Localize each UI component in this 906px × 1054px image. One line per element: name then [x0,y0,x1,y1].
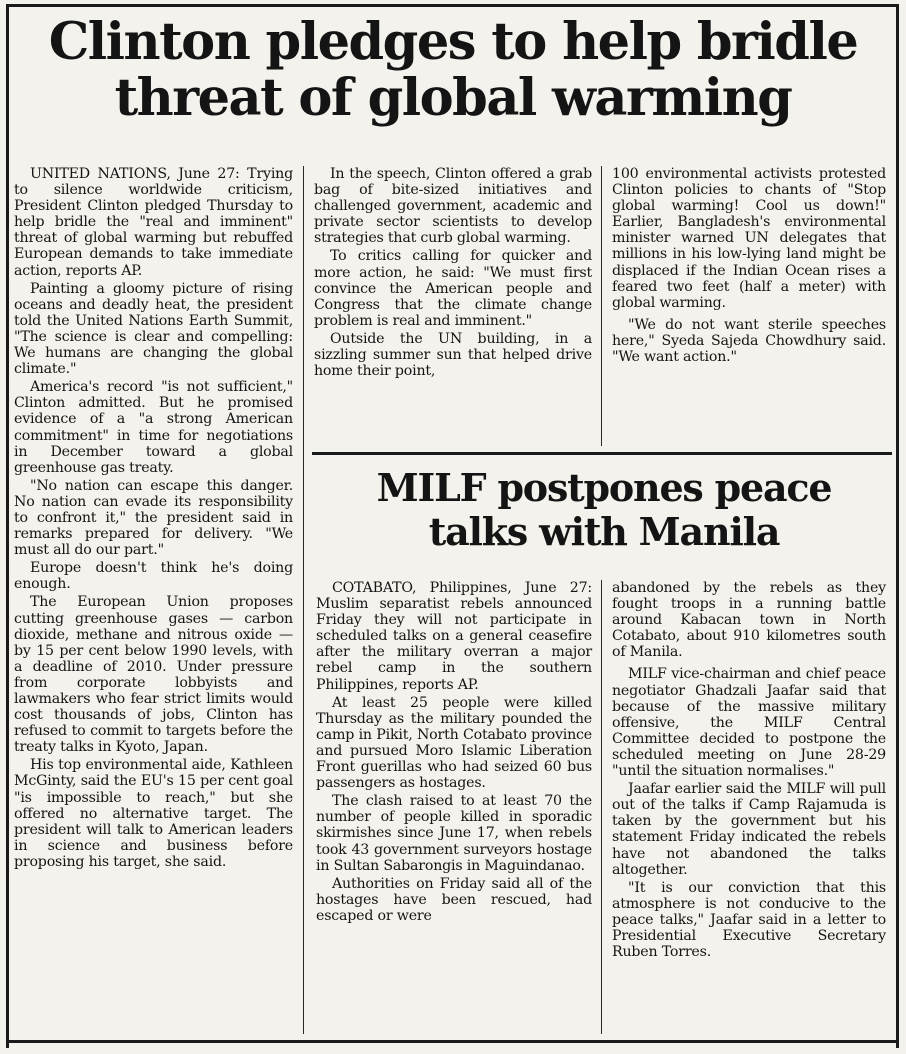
column-rule [601,580,602,1034]
story2-headline [314,466,894,554]
bottom-rule [6,1040,899,1043]
paragraph: His top environmental aide, Kathleen McGinty, said the EU's 15 per cent goal "is impossible to reach," but she offered no alternative target. The president will talk to American leaders in science and business before proposing his target, she said. [14,757,293,870]
paragraph: 100 environmental activists protested Clinton policies to chants of "Stop global warming! Cool us down!" Earlier, Bangladesh's environmental minister warned UN delegates that millions in his low-lying land might be displaced if the Indian Ocean rises a feared two feet (half a meter) with global warming. [612,166,886,311]
story-divider [312,452,892,455]
story2-column-1 [316,580,592,926]
story2-column-2 [612,580,886,962]
paragraph: "No nation can escape this danger. No nation can evade its responsibility to confront it," the president said in remarks prepared for delivery. "We must all do our part." [14,477,293,559]
story2-headline-line2: talks with Manila [428,509,780,554]
paragraph: America's record "is not sufficient," Clinton admitted. But he promised evidence of a "a strong American commitment" in time for negotiations in December toward a global greenhouse gas treaty. [14,379,293,476]
story1-column-3 [612,166,886,367]
paragraph: COTABATO, Philippines, June 27: Muslim separatist rebels announced Friday they will not participate in scheduled talks on a general ceasefire after the military overran a major rebel camp in the southern Philippines, reports AP. [316,580,592,693]
paragraph: Outside the UN building, in a sizzling summer sun that helped drive home their point, [314,330,592,380]
paragraph: Painting a gloomy picture of rising oceans and deadly heat, the president told the United Nations Earth Summit, "The science is clear and compelling: We humans are changing the global climate." [14,280,293,378]
paragraph: Jaafar earlier said the MILF will pull out of the talks if Camp Rajamuda is taken by the government but his statement Friday indicated the rebels have not abandoned the talks altogether. [612,781,886,878]
paragraph: At least 25 people were killed Thursday as the military pounded the camp in Pikit, North Cotabato province and pursued Moro Islamic Liberation Front guerillas who had seized 60 bus passengers as hostages. [316,694,592,792]
paragraph: The clash raised to at least 70 the number of people killed in sporadic skirmishes since June 17, when rebels took 43 government surveyors hostage in Sultan Sabarongis in Maguindanao. [316,793,592,874]
paragraph: The European Union proposes cutting greenhouse gases — carbon dioxide, methane and nitrous oxide — by 15 per cent below 1990 levels, with a deadline of 2010. Under pressure from corporate lobbyists and lawmakers who fear strict limits would cost thousands of jobs, Clinton has refused to commit to targets before the treaty talks in Kyoto, Japan. [14,594,293,756]
paragraph: UNITED NATIONS, June 27: Trying to silence worldwide criticism, President Clinton pledged Thursday to help bridle the "real and imminent" threat of global warming but rebuffed European demands to take immediate action, reports AP. [14,166,293,279]
story2-headline-line1: MILF postpones peace [376,465,832,510]
paragraph: abandoned by the rebels as they fought troops in a running battle around Kabacan town in North Cotabato, about 910 kilometres south of Manila. [612,580,886,661]
story1-headline-line1: Clinton pledges to help bridle [48,12,858,72]
paragraph: Authorities on Friday said all of the hostages have been rescued, had escaped or were [316,875,592,924]
column-rule [601,166,602,446]
paragraph: To critics calling for quicker and more action, he said: "We must first convince the American people and Congress that the climate change problem is real and imminent." [314,248,592,329]
column-rule [303,166,304,1034]
story1-column-1 [14,166,293,872]
story1-headline [8,14,898,126]
paragraph: "We do not want sterile speeches here," Syeda Sajeda Chowdhury said. "We want action." [612,316,886,366]
paragraph: "It is our conviction that this atmosphere is not conducive to the peace talks," Jaafar said in a letter to Presidential Executive Secretary Ruben Torres. [612,879,886,961]
paragraph: In the speech, Clinton offered a grab bag of bite-sized initiatives and challenged government, academic and private sector scientists to develop strategies that curb global warming. [314,166,592,247]
paragraph: Europe doesn't think he's doing enough. [14,560,293,593]
story1-headline-line2: threat of global warming [114,68,792,128]
story1-column-2 [314,166,592,381]
paragraph: MILF vice-chairman and chief peace negotiator Ghadzali Jaafar said that because of the massive military offensive, the MILF Central Committee decided to postpone the scheduled meeting on June 28-29 "until the situation normalises." [612,666,886,780]
